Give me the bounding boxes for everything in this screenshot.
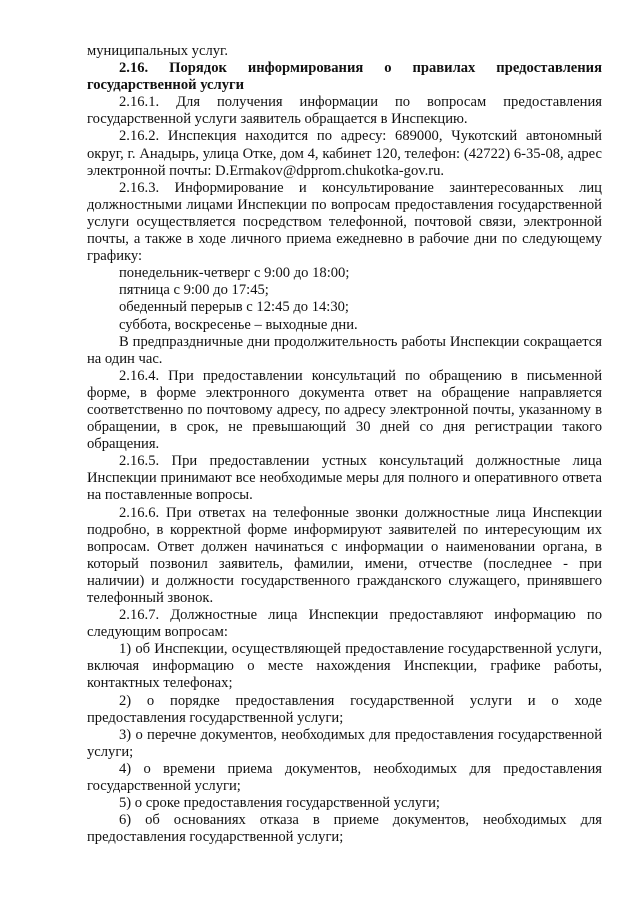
list-item-5: 5) о сроке предоставления государственной услуги;: [119, 795, 440, 812]
paragraph-pre-holiday: В предпраздничные дни продолжительность работы Инспекции сокращается на один час.: [87, 333, 602, 367]
schedule-friday: пятница с 9:00 до 17:45;: [119, 282, 269, 299]
paragraph-2-16-7: 2.16.7. Должностные лица Инспекции предоставляют информацию по следующим вопросам:: [87, 607, 602, 641]
paragraph-continuation: муниципальных услуг.: [87, 43, 229, 59]
paragraph-2-16-5: 2.16.5. При предоставлении устных консультаций должностные лица Инспекции принимают все необходимые меры для полного и оперативного ответа на поставленные вопросы.: [87, 453, 602, 504]
schedule-weekend: суббота, воскресенье – выходные дни.: [119, 316, 358, 333]
schedule-mon-thu: понедельник-четверг с 9:00 до 18:00;: [119, 265, 350, 282]
list-item-4: 4) о времени приема документов, необходимых для предоставления государственной услуги;: [87, 760, 602, 795]
list-item-1: 1) об Инспекции, осуществляющей предоставление государственной услуги, включая информацию о месте нахождения Инспекции, графике работы, контактных телефонах;: [87, 641, 602, 692]
paragraph-2-16-3: 2.16.3. Информирование и консультирование заинтересованных лиц должностными лицами Инспекции по вопросам предоставления государственной услуги осуществляется посредством телефонной, почтовой связи, электронной почты, а также в ходе личного приема ежедневно в рабочие дни по следующему графику:: [87, 179, 602, 265]
list-item-2: 2) о порядке предоставления государственной услуги и о ходе предоставления государственной услуги;: [87, 692, 602, 726]
section-heading-2-16: 2.16. Порядок информирования о правилах предоставления государственной услуги: [87, 60, 602, 94]
paragraph-2-16-2: 2.16.2. Инспекция находится по адресу: 689000, Чукотский автономный округ, г. Анадырь, улица Отке, дом 4, кабинет 120, телефон: (42722) 6-35-08, адрес электронной почты: D.Ermakov@dpprom.chukotka-gov.ru.: [87, 128, 602, 179]
paragraph-2-16-1: 2.16.1. Для получения информации по вопросам предоставления государственной услуги заявитель обращается в Инспекцию.: [87, 94, 602, 128]
document-body: [87, 43, 602, 846]
list-item-6: 6) об основаниях отказа в приеме документов, необходимых для предоставления государственной услуги;: [87, 812, 602, 846]
list-item-3: 3) о перечне документов, необходимых для предоставления государственной услуги;: [87, 726, 602, 760]
schedule-lunch-break: обеденный перерыв с 12:45 до 14:30;: [119, 299, 349, 316]
paragraph-2-16-6: 2.16.6. При ответах на телефонные звонки должностные лица Инспекции подробно, в корректной форме информируют заявителей по интересующим их вопросам. Ответ должен начинаться с информации о наименовании органа, в который позвонил заявитель, фамилии, имени, отчестве (последнее - при наличии) и должности государственного гражданского служащего, принявшего телефонный звонок.: [87, 504, 602, 606]
paragraph-2-16-4: 2.16.4. При предоставлении консультаций по обращению в письменной форме, в форме электронного документа ответ на обращение направляется соответственно по почтовому адресу, по адресу электронной почты, указанному в обращении, в срок, не превышающий 30 дней со дня регистрации такого обращения.: [87, 367, 602, 453]
